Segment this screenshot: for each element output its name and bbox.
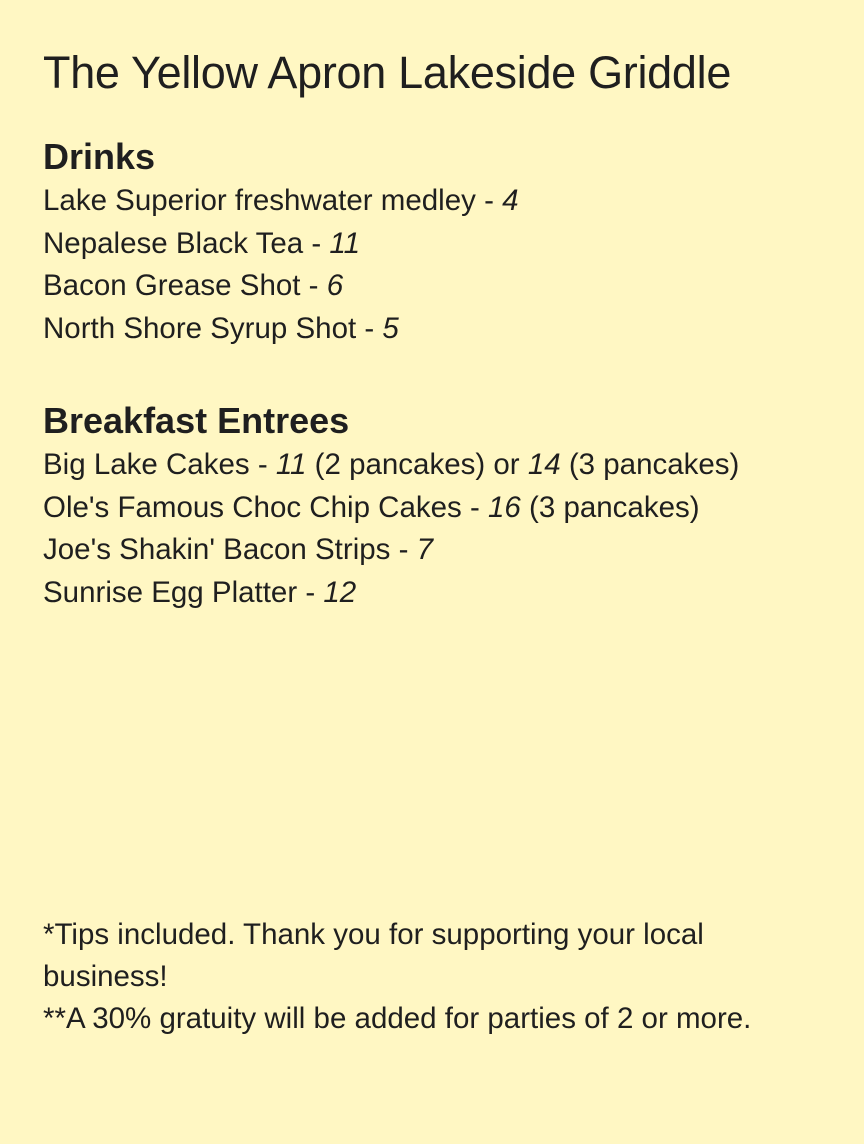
drinks-heading: Drinks [43, 136, 156, 177]
item-separator: - [390, 533, 417, 566]
menu-item [43, 223, 843, 266]
breakfast-entrees-section [43, 398, 843, 614]
item-price: 5 [382, 311, 399, 345]
item-separator: - [249, 448, 276, 481]
item-separator: - [300, 269, 327, 302]
item-price: 11 [329, 226, 361, 260]
menu-item [43, 487, 843, 530]
gratuity-note: **A 30% gratuity will be added for parties of 2 or more. [43, 1002, 752, 1035]
item-name: Lake Superior freshwater medley [43, 184, 476, 217]
item-name: Nepalese Black Tea [43, 226, 304, 260]
menu-item [43, 572, 843, 615]
breakfast-entrees-heading: Breakfast Entrees [43, 400, 350, 441]
item-name: North Shore Syrup Shot [43, 311, 357, 345]
item-name: Big Lake Cakes [43, 448, 250, 481]
item-detail: (3 pancakes) [520, 490, 700, 524]
footnotes [43, 914, 833, 1040]
drinks-section [43, 134, 843, 350]
item-price: 16 [488, 490, 521, 524]
menu-item [43, 265, 843, 308]
item-price: 11 [275, 448, 307, 481]
item-price: 7 [416, 533, 434, 566]
item-name: Bacon Grease Shot [43, 269, 301, 302]
item-price-alt: 14 [527, 448, 561, 481]
menu-item [43, 444, 843, 487]
menu-title: The Yellow Apron Lakeside Griddle [43, 47, 732, 98]
menu-item [43, 529, 843, 572]
item-name: Ole's Famous Choc Chip Cakes [43, 490, 462, 524]
item-separator: - [461, 490, 489, 524]
menu-item [43, 180, 843, 223]
item-separator: - [475, 184, 503, 217]
item-detail-alt: (3 pancakes) [560, 448, 740, 481]
item-price: 4 [502, 184, 519, 217]
item-name: Joe's Shakin' Bacon Strips [43, 533, 391, 566]
item-separator: - [297, 575, 324, 609]
item-detail: (2 pancakes) or [306, 448, 528, 481]
item-name: Sunrise Egg Platter [43, 575, 298, 609]
tips-note: *Tips included. Thank you for supporting your local business! [43, 918, 704, 993]
item-price: 12 [323, 575, 357, 609]
menu-item [43, 308, 843, 351]
item-separator: - [303, 226, 330, 260]
menu-page [43, 0, 843, 1144]
item-price: 6 [326, 269, 344, 302]
item-separator: - [356, 311, 383, 345]
